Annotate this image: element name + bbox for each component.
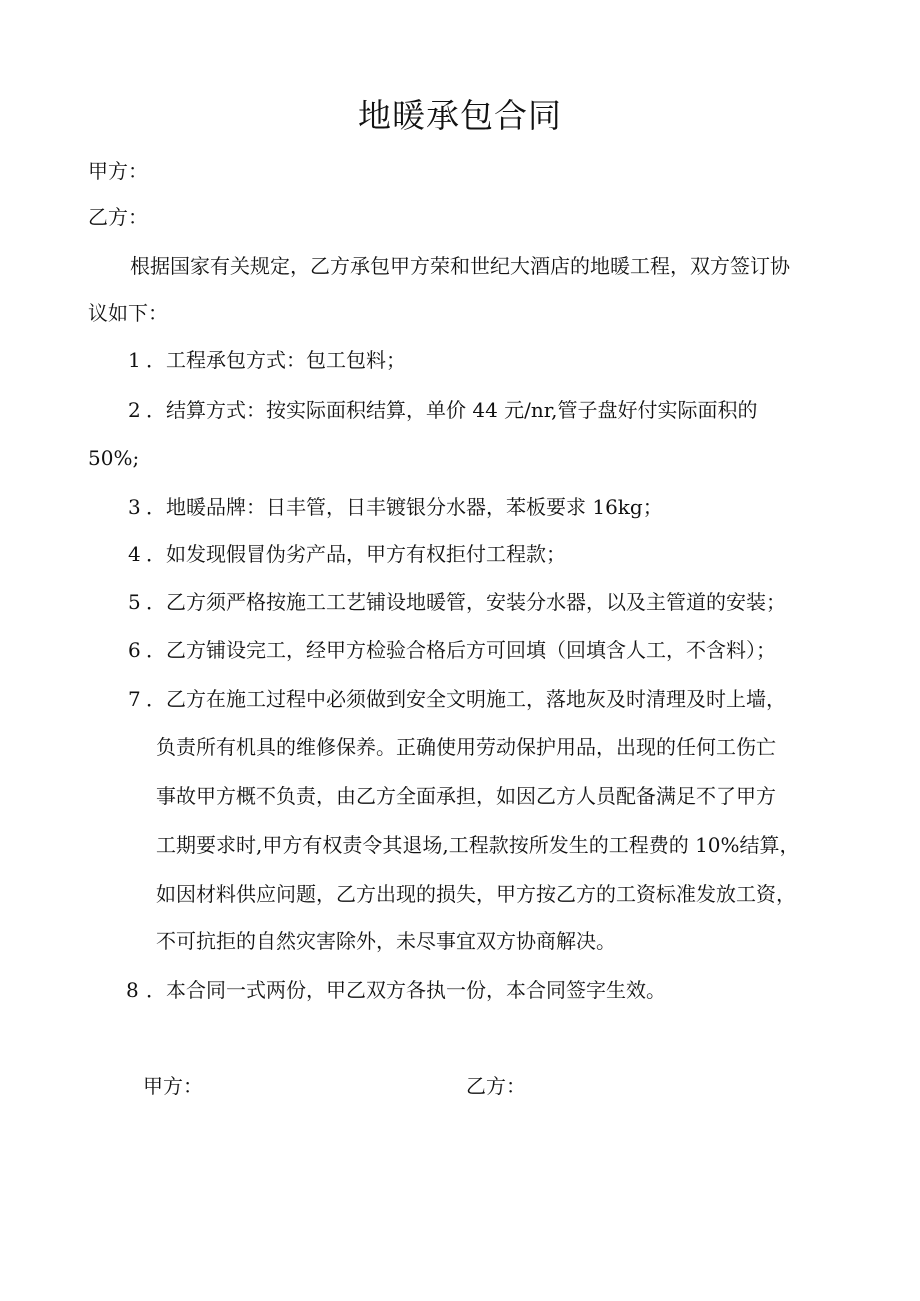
item-text-continuation: 如因材料供应问题，乙方出现的损失，甲方按乙方的工资标准发放工资， (156, 882, 796, 906)
item-text-continuation: 工期要求时,甲方有权责令其退场,工程款按所发生的工程费的 10%结算， (156, 833, 800, 857)
item-number: 8 (126, 978, 139, 1002)
item-text-continuation: 事故甲方概不负责，由乙方全面承担，如因乙方人员配备满足不了甲方 (156, 784, 776, 808)
item-text-continuation: 不可抗拒的自然灾害除外，未尽事宜双方协商解决。 (156, 929, 616, 953)
item-text: ．乙方铺设完工，经甲方检验合格后方可回填（回填含人工，不含料）； (146, 638, 776, 662)
item-number: 7 (128, 687, 141, 711)
signature-party-a: 甲方： (143, 1074, 203, 1098)
item-number: 3 (128, 495, 141, 519)
item-number: 5 (128, 590, 141, 614)
item-text: ．乙方须严格按施工工艺铺设地暖管，安装分水器，以及主管道的安装； (146, 590, 786, 614)
item-text: ．如发现假冒伪劣产品，甲方有权拒付工程款； (146, 542, 566, 566)
page-title: 地暖承包合同 (358, 96, 562, 135)
intro-line-2: 议如下： (88, 301, 168, 325)
item-number: 4 (128, 542, 141, 566)
item-text: ．结算方式：按实际面积结算，单价 44 元/nr,管子盘好付实际面积的 (146, 398, 758, 422)
signature-party-b: 乙方： (466, 1074, 526, 1098)
item-text: ．地暖品牌：日丰管，日丰镀银分水器，苯板要求 16kg； (146, 495, 663, 519)
item-text: ．本合同一式两份，甲乙双方各执一份，本合同签字生效。 (146, 978, 666, 1002)
item-text-continuation: 负责所有机具的维修保养。正确使用劳动保护用品，出现的任何工伤亡 (156, 735, 776, 759)
item-number: 2 (128, 398, 141, 422)
party-b-label: 乙方： (88, 205, 148, 229)
item-number: 1 (128, 348, 141, 372)
item-text-continuation: 50%; (88, 446, 140, 470)
intro-line-1: 根据国家有关规定，乙方承包甲方荣和世纪大酒店的地暖工程，双方签订协 (130, 254, 790, 278)
item-text: ．乙方在施工过程中必须做到安全文明施工，落地灰及时清理及时上墙， (146, 687, 786, 711)
item-number: 6 (128, 638, 141, 662)
party-a-label: 甲方： (88, 159, 148, 183)
item-text: ．工程承包方式：包工包料； (146, 348, 406, 372)
